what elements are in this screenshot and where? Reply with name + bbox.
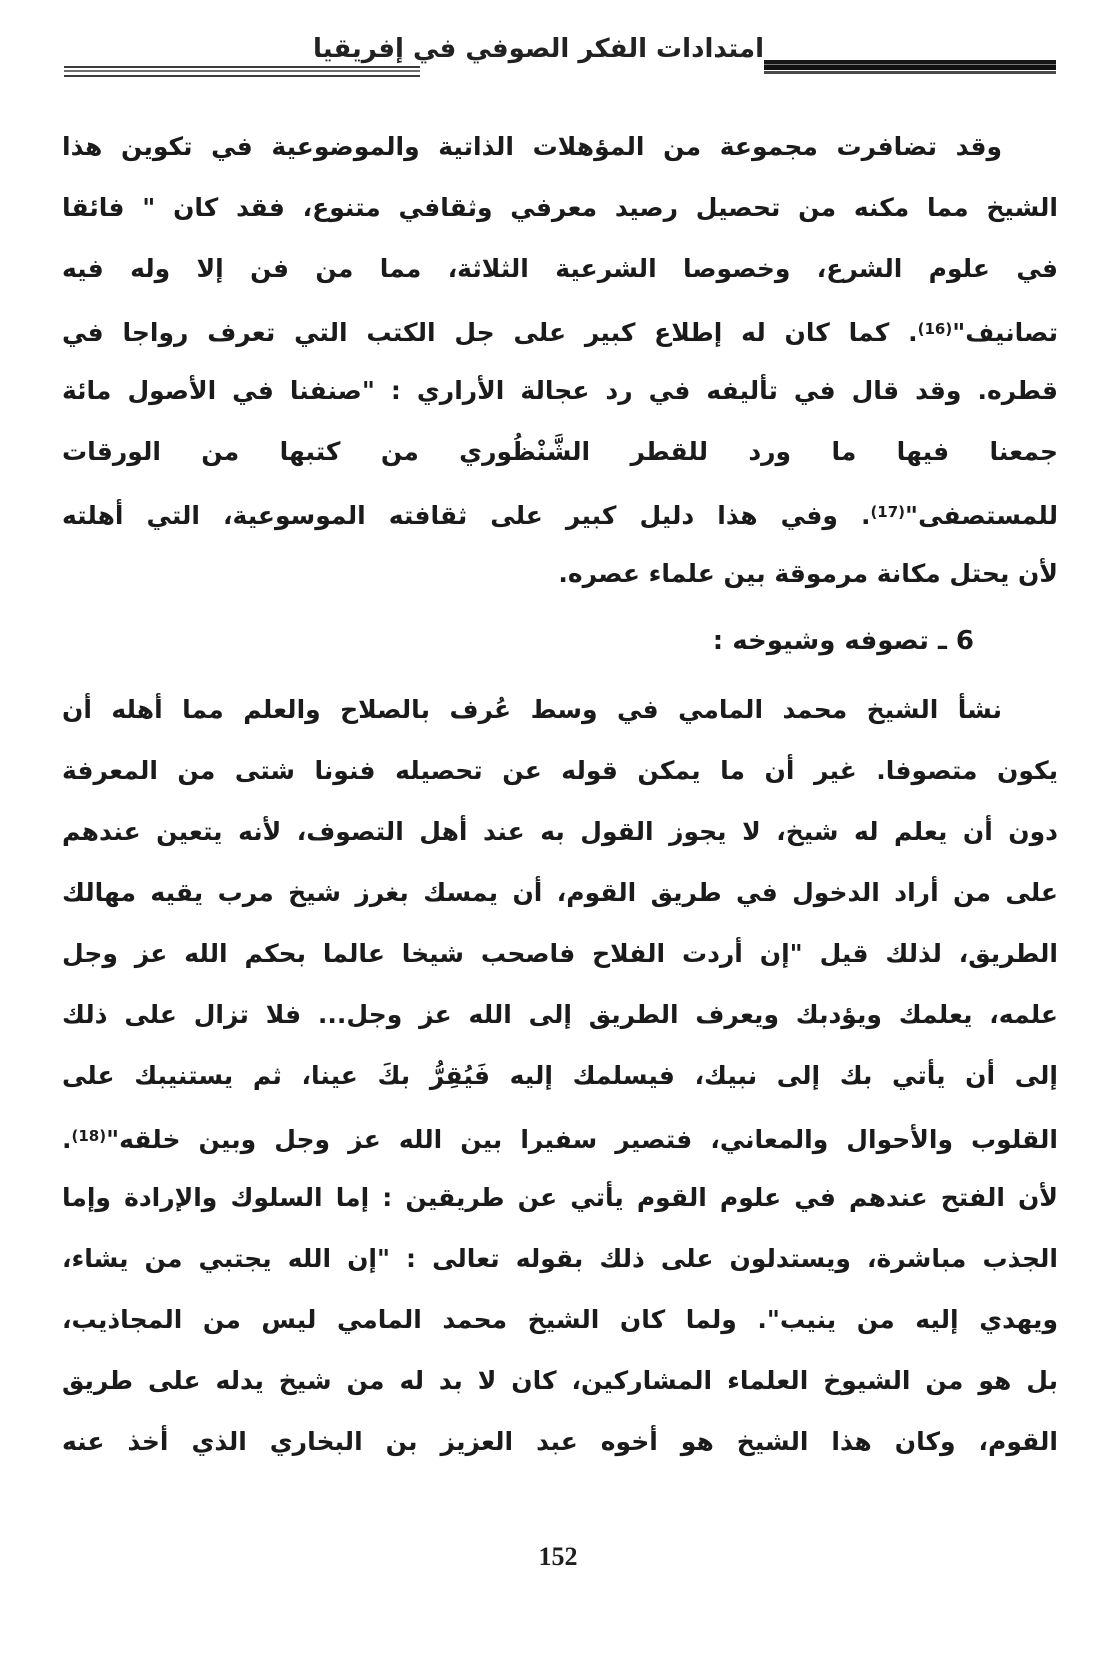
line-text: إلى أن يأتي بك إلى نبيك، فيسلمك إليه فَيُقِرُّ بكَ عينا، ثم يستنيبك على bbox=[62, 1061, 1058, 1090]
text-line bbox=[62, 1106, 1058, 1167]
text-line bbox=[62, 1289, 1058, 1350]
text-line bbox=[62, 862, 1058, 923]
line-text: ويهدي إليه من ينيب". ولما كان الشيخ محمد المامي ليس من المجاذيب، bbox=[62, 1305, 1058, 1334]
line-text: يكون متصوفا. غير أن ما يمكن قوله عن تحصيله فنونا شتى من المعرفة bbox=[62, 756, 1058, 785]
page-number: 152 bbox=[538, 1542, 578, 1571]
line-text: لأن الفتح عندهم في علوم القوم يأتي عن طريقين : إما السلوك والإرادة وإما bbox=[62, 1183, 1058, 1212]
text-line bbox=[62, 1045, 1058, 1106]
text-line bbox=[62, 1167, 1058, 1228]
line-text: قطره. وقد قال في تأليفه في رد عجالة الأراري : "صنفنا في الأصول مائة bbox=[62, 376, 1058, 405]
text-line bbox=[62, 984, 1058, 1045]
line-text: . وفي هذا دليل كبير على ثقافته الموسوعية، التي أهلته bbox=[62, 501, 871, 530]
line-text: في علوم الشرع، وخصوصا الشرعية الثلاثة، مما من فن إلا وله فيه bbox=[62, 254, 1058, 283]
text-line bbox=[62, 238, 1058, 299]
line-text: دون أن يعلم له شيخ، لا يجوز القول به عند أهل التصوف، لأنه يتعين عندهم bbox=[62, 817, 1058, 846]
header-rule-right-decoration bbox=[764, 60, 1056, 74]
footnote-ref-18: (18) bbox=[71, 1127, 107, 1145]
line-text: نشأ الشيخ محمد المامي في وسط عُرف بالصلاح والعلم مما أهله أن bbox=[62, 695, 1002, 724]
text-line bbox=[62, 116, 1058, 177]
text-line bbox=[62, 421, 1058, 482]
text-line bbox=[62, 360, 1058, 421]
text-line bbox=[62, 679, 1058, 740]
text-line bbox=[62, 299, 1058, 360]
line-text: علمه، يعلمك ويؤدبك ويعرف الطريق إلى الله عز وجل... فلا تزال على ذلك bbox=[62, 1000, 1058, 1029]
footnote-ref-16: (16) bbox=[917, 320, 953, 338]
text-line bbox=[62, 1350, 1058, 1411]
text-line bbox=[62, 482, 1058, 543]
section-heading: 6 ـ تصوفه وشيوخه : bbox=[712, 626, 974, 656]
line-text: لأن يحتل مكانة مرموقة بين علماء عصره. bbox=[558, 559, 1058, 588]
line-text: الجذب مباشرة، ويستدلون على ذلك بقوله تعالى : "إن الله يجتبي من يشاء، bbox=[62, 1244, 1058, 1273]
text-line bbox=[62, 1411, 1058, 1472]
text-line bbox=[62, 1228, 1058, 1289]
page-body bbox=[0, 104, 1116, 1472]
footnote-ref-17: (17) bbox=[870, 503, 906, 521]
line-text: على من أراد الدخول في طريق القوم، أن يمسك بغرز شيخ مرب يقيه مهالك bbox=[62, 878, 1058, 907]
line-text: الشيخ مما مكنه من تحصيل رصيد معرفي وثقافي متنوع، فقد كان " فائقا bbox=[62, 193, 1058, 222]
line-text: . bbox=[62, 1125, 72, 1154]
text-line bbox=[62, 801, 1058, 862]
header-rule-left-decoration bbox=[64, 66, 420, 77]
text-line bbox=[62, 923, 1058, 984]
line-text: الطريق، لذلك قيل "إن أردت الفلاح فاصحب شيخا عالما بحكم الله عز وجل bbox=[62, 939, 1058, 968]
running-head-title: امتدادات الفكر الصوفي في إفريقيا bbox=[312, 34, 764, 64]
line-text: تصانيف" bbox=[952, 318, 1058, 347]
line-text: وقد تضافرت مجموعة من المؤهلات الذاتية والموضوعية في تكوين هذا bbox=[62, 132, 1002, 161]
line-text: بل هو من الشيوخ العلماء المشاركين، كان لا بد له من شيخ يدله على طريق bbox=[62, 1366, 1058, 1395]
line-text: . كما كان له إطلاع كبير على جل الكتب التي تعرف رواجا في bbox=[62, 318, 918, 347]
text-line bbox=[62, 740, 1058, 801]
line-text: القوم، وكان هذا الشيخ هو أخوه عبد العزيز بن البخاري الذي أخذ عنه bbox=[62, 1427, 1058, 1456]
line-text: للمستصفى" bbox=[905, 501, 1058, 530]
line-text: القلوب والأحوال والمعاني، فتصير سفيرا بين الله عز وجل وبين خلقه" bbox=[106, 1125, 1058, 1154]
text-line bbox=[62, 177, 1058, 238]
page-header bbox=[0, 0, 1116, 104]
line-text: جمعنا فيها ما ورد للقطر الشَّنْظُوري من كتبها من الورقات bbox=[62, 437, 1058, 466]
text-line bbox=[62, 543, 1058, 604]
